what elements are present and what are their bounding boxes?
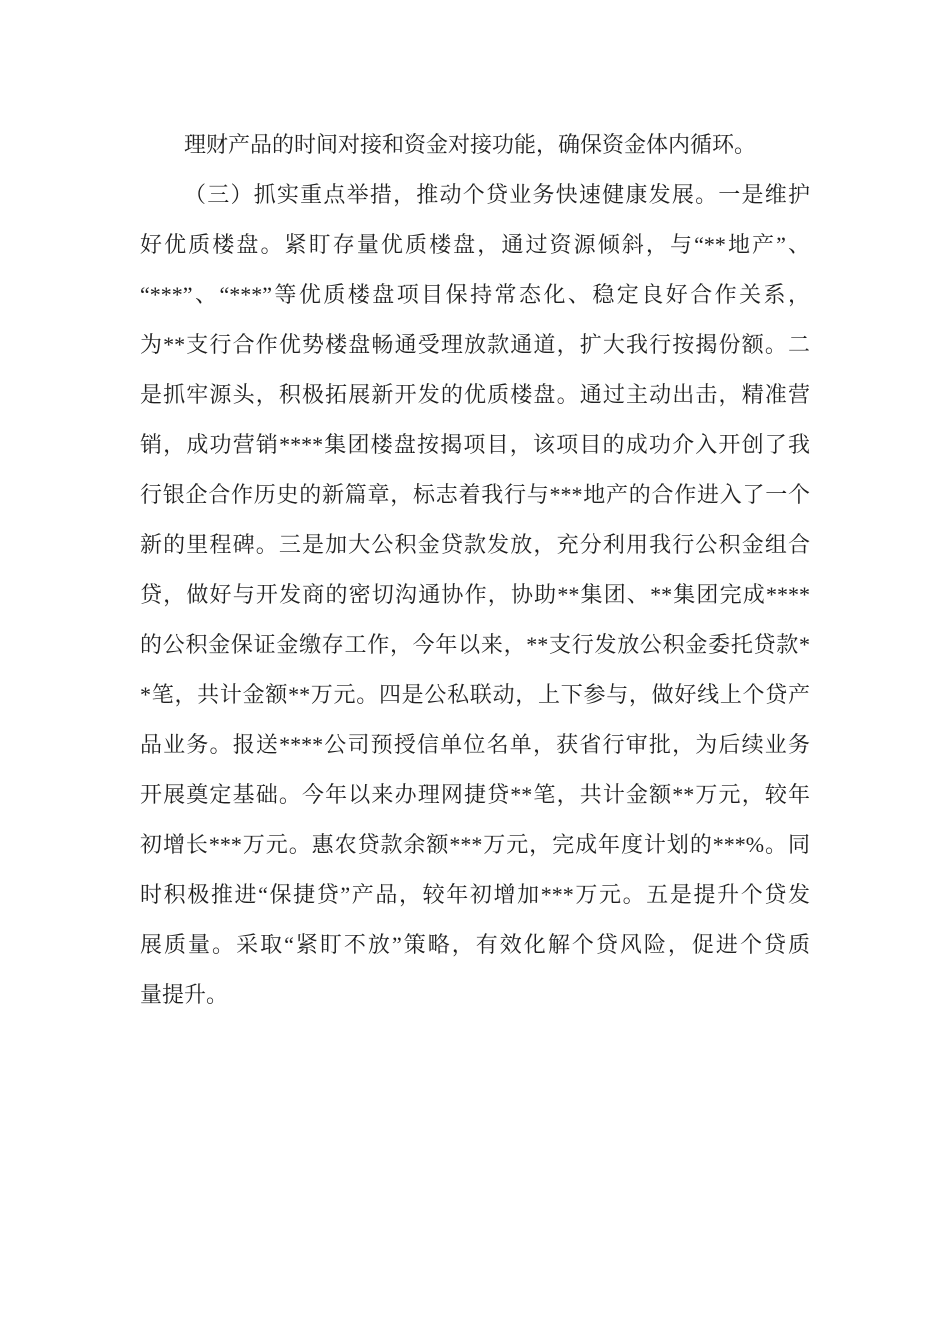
text-line: 为**支行合作优势楼盘畅通受理放款通道，扩大我行按揭份额。二 bbox=[140, 332, 810, 357]
text-line: 行银企合作历史的新篇章，标志着我行与***地产的合作进入了一个 bbox=[140, 482, 810, 507]
text-line: 好优质楼盘。紧盯存量优质楼盘，通过资源倾斜，与“**地产”、 bbox=[140, 232, 810, 257]
text-line: （三）抓实重点举措，推动个贷业务快速健康发展。一是维护 bbox=[184, 182, 810, 207]
text-line: *笔，共计金额**万元。四是公私联动，上下参与，做好线上个贷产 bbox=[140, 682, 810, 707]
text-line: 开展奠定基础。今年以来办理网捷贷**笔，共计金额**万元，较年 bbox=[140, 782, 810, 807]
document-body bbox=[140, 120, 810, 1020]
text-line: 的公积金保证金缴存工作，今年以来，**支行发放公积金委托贷款* bbox=[140, 632, 810, 657]
text-line: 时积极推进“保捷贷”产品，较年初增加***万元。五是提升个贷发 bbox=[140, 882, 810, 907]
text-line: 品业务。报送****公司预授信单位名单，获省行审批，为后续业务 bbox=[140, 732, 810, 757]
text-line: 量提升。 bbox=[140, 982, 229, 1007]
text-line: 理财产品的时间对接和资金对接功能，确保资金体内循环。 bbox=[184, 132, 757, 157]
text-line: 是抓牢源头，积极拓展新开发的优质楼盘。通过主动出击，精准营 bbox=[140, 382, 810, 407]
text-line: 展质量。采取“紧盯不放”策略，有效化解个贷风险，促进个贷质 bbox=[140, 932, 810, 957]
text-line: “***”、“***”等优质楼盘项目保持常态化、稳定良好合作关系， bbox=[140, 282, 810, 307]
text-line: 初增长***万元。惠农贷款余额***万元，完成年度计划的***%。同 bbox=[140, 832, 810, 857]
text-line: 销，成功营销****集团楼盘按揭项目，该项目的成功介入开创了我 bbox=[140, 432, 810, 457]
text-line: 新的里程碑。三是加大公积金贷款发放，充分利用我行公积金组合 bbox=[140, 532, 810, 557]
text-line: 贷，做好与开发商的密切沟通协作，协助**集团、**集团完成**** bbox=[140, 582, 810, 607]
